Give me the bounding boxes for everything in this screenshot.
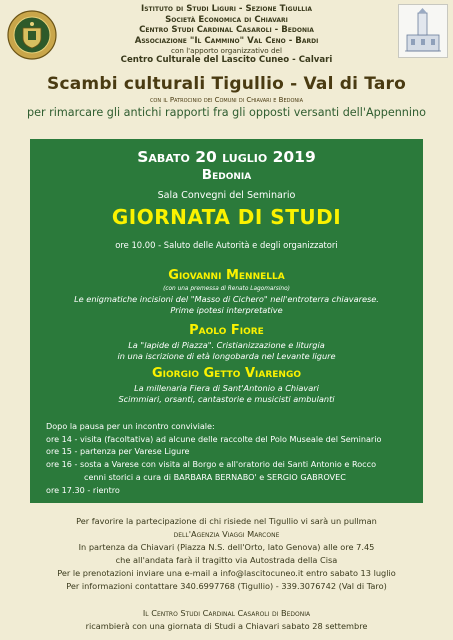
header-line: con l'apporto organizzativo del xyxy=(171,46,282,56)
program-line: Dopo la pausa per un incontro conviviale: xyxy=(46,421,215,431)
event-greeting: ore 10.00 - Saluto delle Autorità e degli organizzatori xyxy=(115,240,338,250)
event-city: Bedonia xyxy=(201,167,252,183)
header-line: Società Economica di Chiavari xyxy=(165,14,288,25)
program-line: ore 14 - visita (facoltativa) ad alcune delle raccolte del Polo Museale del Seminario xyxy=(46,434,382,444)
event-name: GIORNATA DI STUDI xyxy=(111,205,342,229)
event-date: Sabato 20 luglio 2019 xyxy=(137,148,316,166)
event-venue: Sala Convegni del Seminario xyxy=(157,190,296,201)
patronage-line: con il Patrocinio dei Comuni di Chiavari e Bedonia xyxy=(149,96,304,104)
info-line: In partenza da Chiavari (Piazza N.S. dell'Orto, lato Genova) alle ore 7.45 xyxy=(78,542,375,552)
header-line: Centro Studi Cardinal Casaroli - Bedonia xyxy=(139,25,314,36)
speaker-talk-line: in una iscrizione di età longobarda nel Levante ligure xyxy=(117,351,336,361)
seal-logo xyxy=(7,10,57,60)
info-line: Per informazioni contattare 340.6997768 (Tigullio) - 339.3076742 (Val di Taro) xyxy=(66,581,387,591)
organizers-header xyxy=(60,4,393,66)
closing-line: ricambierà con una giornata di Studi a Chiavari sabato 28 settembre xyxy=(85,621,368,631)
program-line: cenni storici a cura di BARBARA BERNABO' e SERGIO GABROVEC xyxy=(84,472,346,482)
closing-line: Il Centro Studi Cardinal Casaroli di Bedonia xyxy=(142,608,311,618)
speaker-talk-line: Le enigmatiche incisioni del "Masso di Cichero" nell'entroterra chiavarese. xyxy=(74,294,379,304)
page-title: Scambi culturali Tigullio - Val di Taro xyxy=(47,74,406,94)
info-line: dell'Agenzia Viaggi Marcone xyxy=(173,529,280,539)
header-line: Istituto di Studi Liguri - Sezione Tigullia xyxy=(141,4,312,14)
header-line: Associazione "Il Cammino" Val Ceno - Bardi xyxy=(134,35,319,46)
event-panel xyxy=(30,139,423,503)
info-line: Per favorire la partecipazione di chi risiede nel Tigullio vi sarà un pullman xyxy=(76,516,377,526)
info-line: che all'andata farà il tragitto via Autostrada della Cisa xyxy=(115,555,338,565)
speaker-talk-line: La "lapide di Piazza". Cristianizzazione e liturgia xyxy=(128,340,325,350)
info-line: Per le prenotazioni inviare una e-mail a info@lascitocuneo.it entro sabato 13 luglio xyxy=(57,568,396,578)
program-line: ore 15 - partenza per Varese Ligure xyxy=(46,446,190,456)
building-logo xyxy=(398,4,448,58)
speaker-talk-line: Prime ipotesi interpretative xyxy=(170,305,283,315)
speaker-name: Giorgio Getto Viarengo xyxy=(151,366,302,381)
program-line: ore 17.30 - rientro xyxy=(46,485,120,495)
tagline: per rimarcare gli antichi rapporti fra gli opposti versanti dell'Appennino xyxy=(27,106,426,119)
program-line: ore 16 - sosta a Varese con visita al Borgo e all'oratorio dei Santi Antonio e Rocco xyxy=(46,459,377,469)
speaker-talk-line: (con una premessa di Renato Lagomarsino) xyxy=(163,286,290,292)
speaker-name: Giovanni Mennella xyxy=(168,268,285,283)
speaker-talk-line: La millenaria Fiera di Sant'Antonio a Chiavari xyxy=(134,383,319,393)
header-line: Centro Culturale del Lascito Cuneo - Calvari xyxy=(120,55,333,66)
speaker-name: Paolo Fiore xyxy=(189,323,264,338)
speaker-talk-line: Scimmiari, orsanti, cantastorie e musicisti ambulanti xyxy=(118,394,335,404)
